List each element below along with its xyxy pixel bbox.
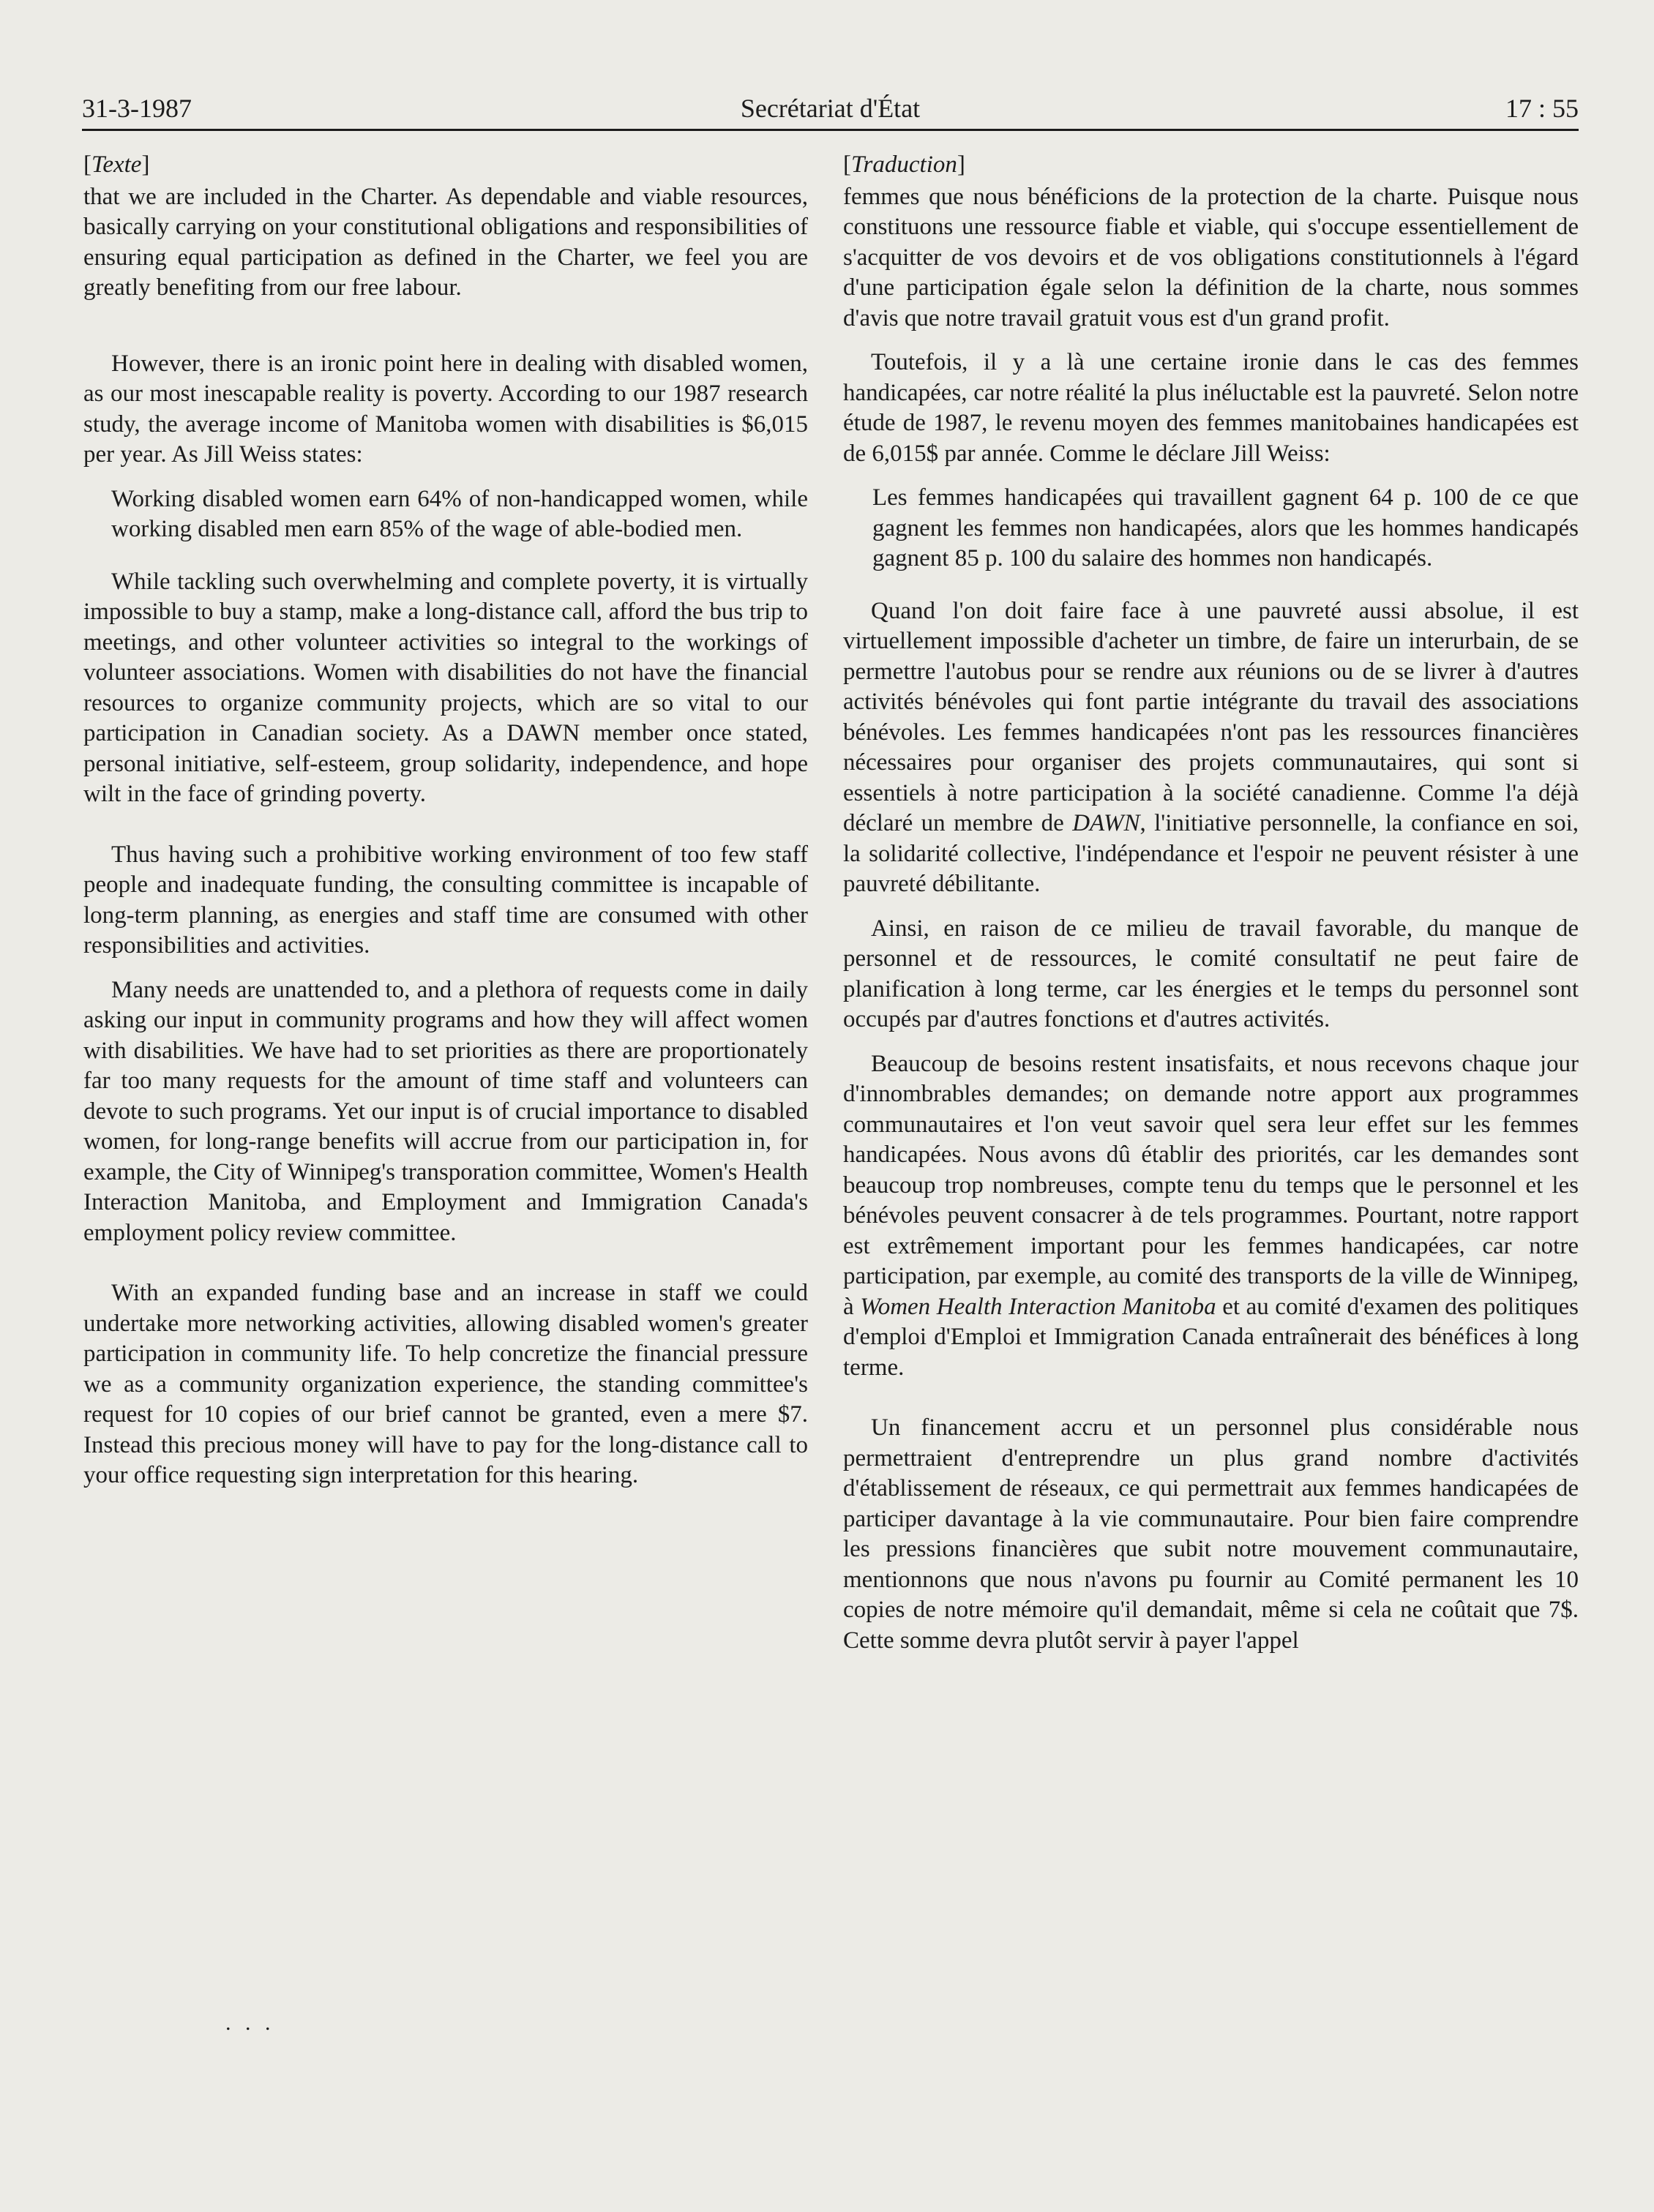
paragraph: With an expanded funding base and an increase in staff we could undertake more networking activities, allowing disabled women's greater participation in community life. To help concretize the financial pressure we as a community organization experience, the standing committee's request for 10 copies of our brief cannot be granted, even a mere $7. Instead this precious money will have to pay for the long-distance call to your office requesting sign interpretation for this hearing. xyxy=(83,1280,808,1488)
quote-text: Les femmes handicapées qui travaillent gagnent 64 p. 100 de ce que gagnent les femmes non handicapées, alors que les hommes handicapés gagnent 85 p. 100 du salaire des hommes non handicapés. xyxy=(872,484,1579,571)
paragraph: While tackling such overwhelming and complete poverty, it is virtually impossible to buy a stamp, make a long-distance call, afford the bus trip to meetings, and other volunteer activities so integral to the workings of volunteer associations. Women with disabilities do not have the financial resources to organize community projects, which are so vital to our participation in Canadian society. As a DAWN member once stated, personal initiative, self-esteem, group solidarity, independence, and hope wilt in the face of grinding poverty. xyxy=(83,568,808,807)
paragraph: Many needs are unattended to, and a plethora of requests come in daily asking our input in community programs and how they will affect women with disabilities. We have had to set priorities as there are proportionately far too many requests for the amount of time staff and volunteers can devote to such programs. Yet our input is of crucial importance to disabled women, for long-range benefits will accrue from our participation in, for example, the City of Winnipeg's transporation committee, Women's Health Interaction Manitoba, and Employment and Immigration Canada's employment policy review committee. xyxy=(83,976,808,1246)
ellipsis-mark: . . . xyxy=(225,2011,275,2035)
page-header xyxy=(82,86,1579,130)
column-label-traduction: [Traduction] xyxy=(843,151,965,178)
paragraph: However, there is an ironic point here in dealing with disabled women, as our most inescapable reality is poverty. According to our 1987 research study, the average income of Manitoba women with disabilities is $6,015 per year. As Jill Weiss states: xyxy=(83,350,808,468)
paragraph: Quand l'on doit faire face à une pauvreté aussi absolue, il est virtuellement impossible d'acheter un timbre, de faire un interurbain, de se permettre l'autobus pour se rendre aux réunions ou de se livrer à d'autres activités bénévoles qui font partie intégrante du travail des associations bénévoles. Les femmes handicapées n'ont pas les ressources financières nécessaires pour organiser des projets communautaires, qui sont si essentiels à notre participation à la société canadienne. Comme l'a déjà déclaré un membre de DAWN, l'initiative personnelle, la confiance en soi, la solidarité collective, l'indépendance et l'espoir ne peuvent résister à une pauvreté débilitante. xyxy=(843,597,1579,897)
quote-text: Working disabled women earn 64% of non-handicapped women, while working disabled men earn 85% of the wage of able-bodied men. xyxy=(111,485,808,542)
column-label-texte: [Texte] xyxy=(83,151,150,178)
block-quote xyxy=(872,483,1579,574)
header-page-number: 17 : 55 xyxy=(1505,94,1579,123)
paragraph: Un financement accru et un personnel plus considérable nous permettraient d'entreprendre un plus grand nombre d'activités d'établissement de réseaux, ce qui permettrait aux femmes handicapées de participer davantage à la vie communautaire. Pour bien faire comprendre les pressions financières que subit notre mouvement communautaire, mentionnons que nous n'avons pu fournir au Comité permanent les 10 copies de notre mémoire qu'il demandait, même si cela ne coûtait que 7$. Cette somme devra plutôt servir à payer l'appel xyxy=(843,1414,1579,1654)
header-rule xyxy=(82,129,1579,131)
header-date: 31-3-1987 xyxy=(82,94,192,123)
block-quote xyxy=(111,484,808,545)
paragraph: Beaucoup de besoins restent insatisfaits, et nous recevons chaque jour d'innombrables demandes; on demande notre apport aux programmes communautaires et l'on veut savoir quel sera leur effet sur les femmes handicapées. Nous avons dû établir des priorités, car les demandes sont beaucoup trop nombreuses, compte tenu du temps que le personnel et les bénévoles peuvent consacrer à de tels programmes. Pourtant, notre rapport est extrêmement important pour les femmes handicapées, car notre participation, par exemple, au comité des transports de la ville de Winnipeg, à Women Health Interaction Manitoba et au comité d'examen des politiques d'emploi d'Emploi et Immigration Canada entraînerait des bénéfices à long terme. xyxy=(843,1050,1579,1381)
english-column xyxy=(83,150,808,1505)
emphasis-dawn: DAWN xyxy=(1072,810,1140,836)
paragraph: femmes que nous bénéficions de la protection de la charte. Puisque nous constituons une ressource fiable et viable, qui s'occupe essentiellement de s'acquitter de vos devoirs et de vos obligations constitutionnels à l'égard d'une participation égale selon la définition de la charte, nous sommes d'avis que notre travail gratuit vous est d'un grand profit. xyxy=(843,183,1579,331)
french-column xyxy=(843,150,1579,1670)
paragraph: Toutefois, il y a là une certaine ironie dans le cas des femmes handicapées, car notre réalité la plus inéluctable est la pauvreté. Selon notre étude de 1987, le revenu moyen des femmes manitobaines handicapées est de 6,015$ par année. Comme le déclare Jill Weiss: xyxy=(843,349,1579,467)
paragraph: that we are included in the Charter. As dependable and viable resources, basically carrying on your constitutional obligations and responsibilities of ensuring equal participation as defined in the Charter, we feel you are greatly benefiting from our free labour. xyxy=(83,183,808,301)
emphasis-organization: Women Health Interaction Manitoba xyxy=(860,1293,1216,1320)
header-title: Secrétariat d'État xyxy=(740,94,921,123)
paragraph: Ainsi, en raison de ce milieu de travail favorable, du manque de personnel et de ressources, le comité consultatif ne peut faire de planification à long terme, car les énergies et le temps du personnel sont occupés par d'autres fonctions et d'autres activités. xyxy=(843,915,1579,1032)
paragraph: Thus having such a prohibitive working environment of too few staff people and inadequate funding, the consulting committee is incapable of long-term planning, as energies and staff time are consumed with other responsibilities and activities. xyxy=(83,841,808,959)
